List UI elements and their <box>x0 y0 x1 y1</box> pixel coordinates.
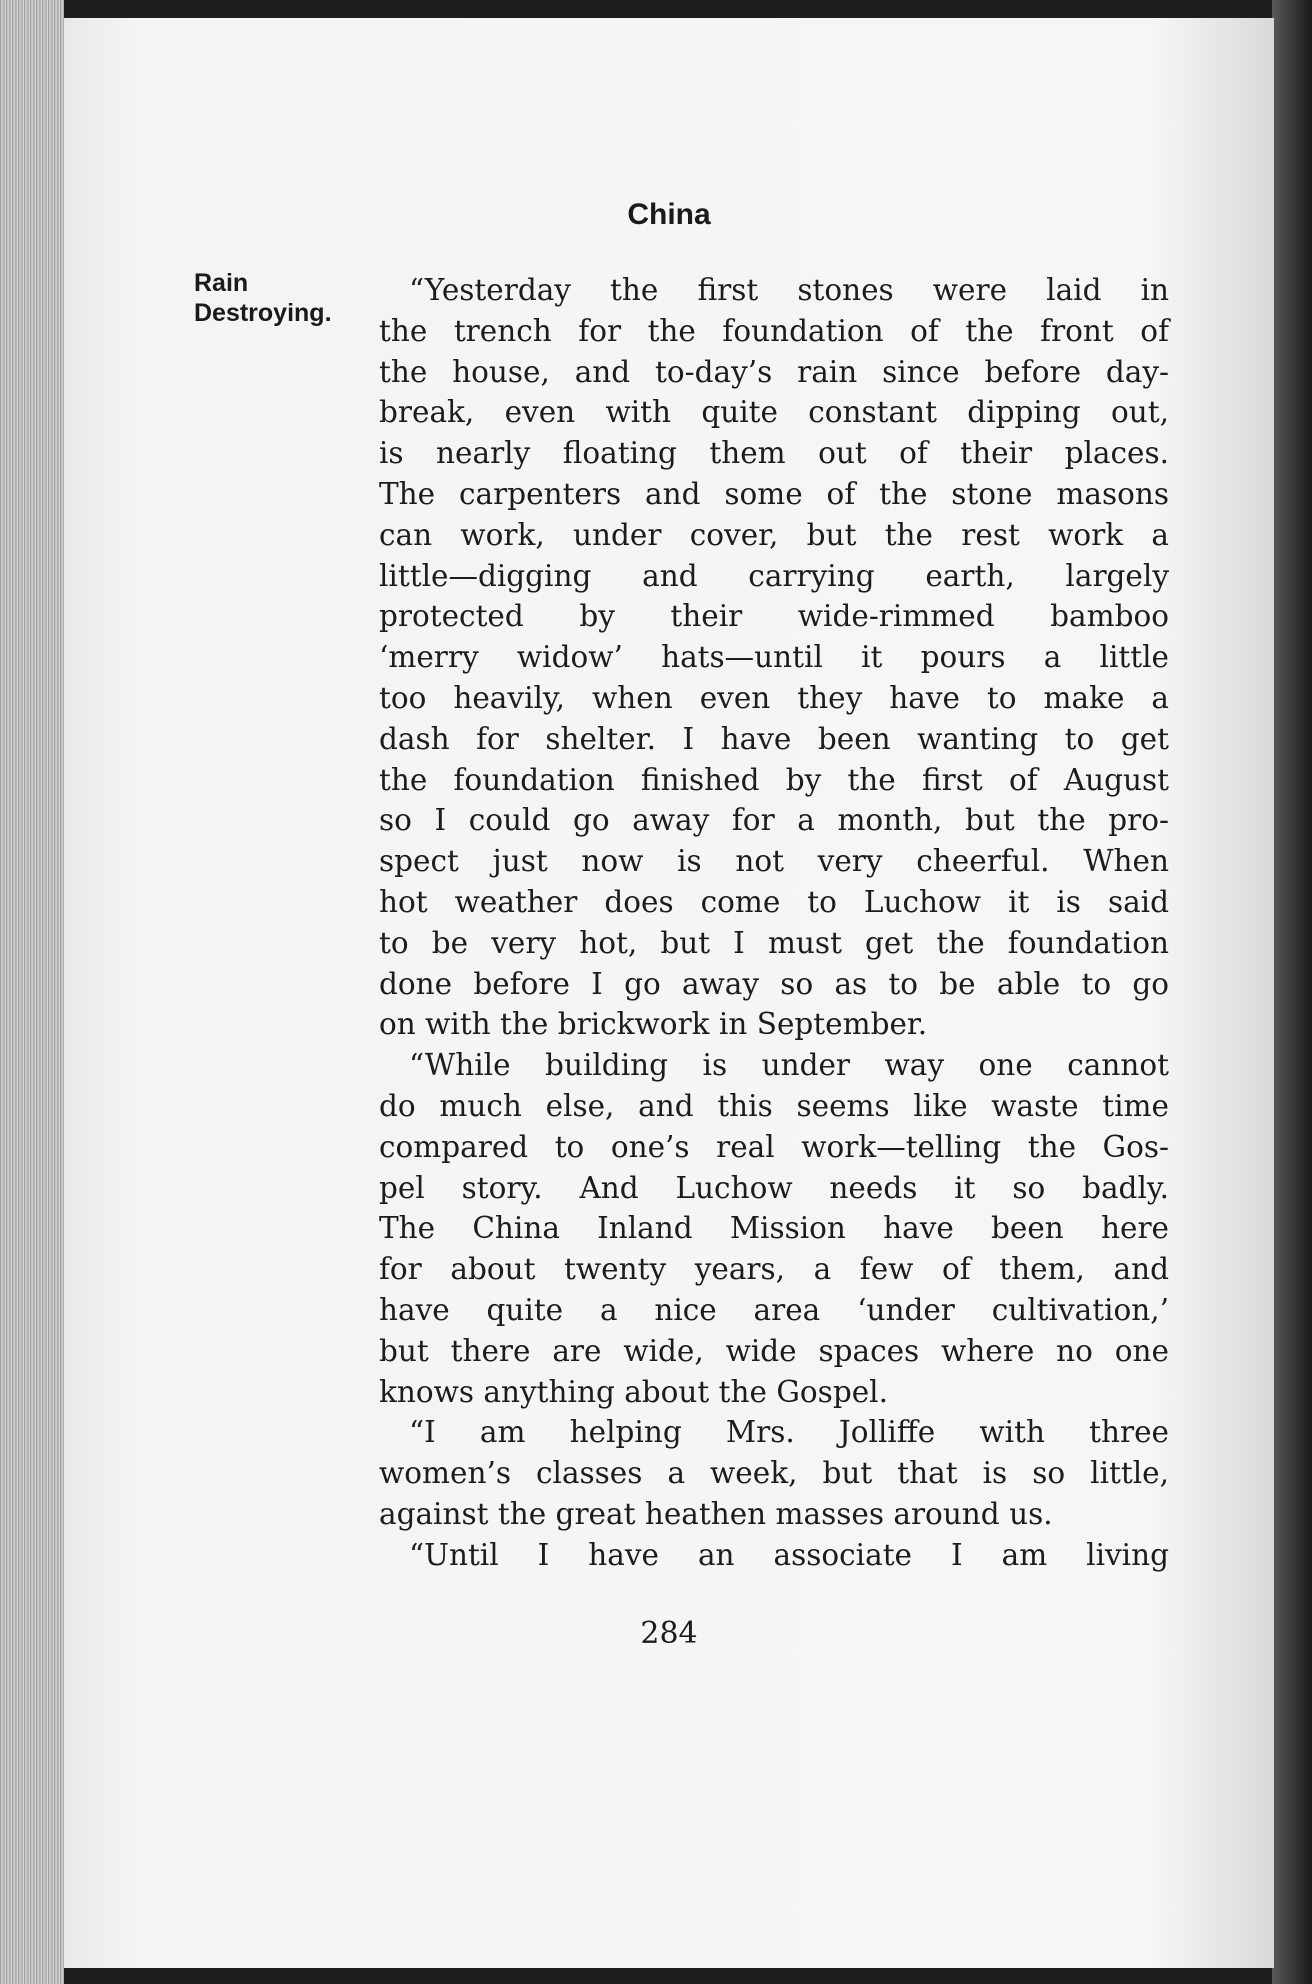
text-line: so I could go away for a month, but the pro- <box>379 803 1169 838</box>
text-line: for about twenty years, a few of them, and <box>379 1252 1169 1287</box>
text-line: but there are wide, wide spaces where no one <box>379 1333 1169 1368</box>
body-text <box>379 270 1169 1576</box>
text-line: “Yesterday the first stones were laid in <box>409 273 1169 307</box>
page-edges <box>0 0 64 1984</box>
sidenote-line: Rain <box>194 269 249 297</box>
text-line: protected by their wide-rimmed bamboo <box>379 599 1169 634</box>
text-line: women’s classes a week, but that is so little, <box>379 1456 1169 1491</box>
text-line: the foundation finished by the first of August <box>379 762 1169 797</box>
text-line: is nearly floating them out of their places. <box>379 436 1169 471</box>
page <box>64 18 1274 1968</box>
text-line: compared to one’s real work—telling the Gos- <box>379 1129 1169 1164</box>
text-line: hot weather does come to Luchow it is said <box>379 884 1169 919</box>
text-line: ‘merry widow’ hats—until it pours a little <box>379 640 1169 675</box>
text-line: break, even with quite constant dipping out, <box>379 395 1169 430</box>
text-line: dash for shelter. I have been wanting to get <box>379 721 1169 756</box>
text-line: to be very hot, but I must get the foundation <box>379 925 1169 960</box>
sidenote-line: Destroying. <box>194 299 332 327</box>
text-line: the trench for the foundation of the front of <box>379 313 1169 348</box>
text-line: done before I go away so as to be able to go <box>379 966 1169 1001</box>
text-line: too heavily, when even they have to make a <box>379 680 1169 715</box>
page-number: 284 <box>640 1616 698 1651</box>
book-gutter <box>1272 0 1312 1984</box>
text-line: do much else, and this seems like waste time <box>379 1088 1169 1123</box>
margin-sidenote <box>194 268 332 328</box>
text-line: little—digging and carrying earth, largely <box>379 558 1169 593</box>
text-line: “While building is under way one cannot <box>409 1048 1169 1083</box>
text-line: The China Inland Mission have been here <box>379 1211 1169 1246</box>
text-line: against the great heathen masses around us. <box>379 1496 1053 1531</box>
text-line: on with the brickwork in September. <box>379 1007 928 1042</box>
text-line: “I am helping Mrs. Jolliffe with three <box>409 1415 1169 1450</box>
text-line: the house, and to-day’s rain since before day- <box>379 354 1169 389</box>
text-line: spect just now is not very cheerful. When <box>379 844 1169 879</box>
running-head: China <box>627 198 711 231</box>
text-line: “Until I have an associate I am living <box>409 1537 1169 1572</box>
text-line: have quite a nice area ‘under cultivation,’ <box>379 1292 1169 1327</box>
text-line: can work, under cover, but the rest work a <box>379 517 1169 552</box>
text-line: knows anything about the Gospel. <box>379 1374 888 1409</box>
text-line: The carpenters and some of the stone masons <box>379 476 1169 511</box>
text-line: pel story. And Luchow needs it so badly. <box>379 1170 1169 1205</box>
